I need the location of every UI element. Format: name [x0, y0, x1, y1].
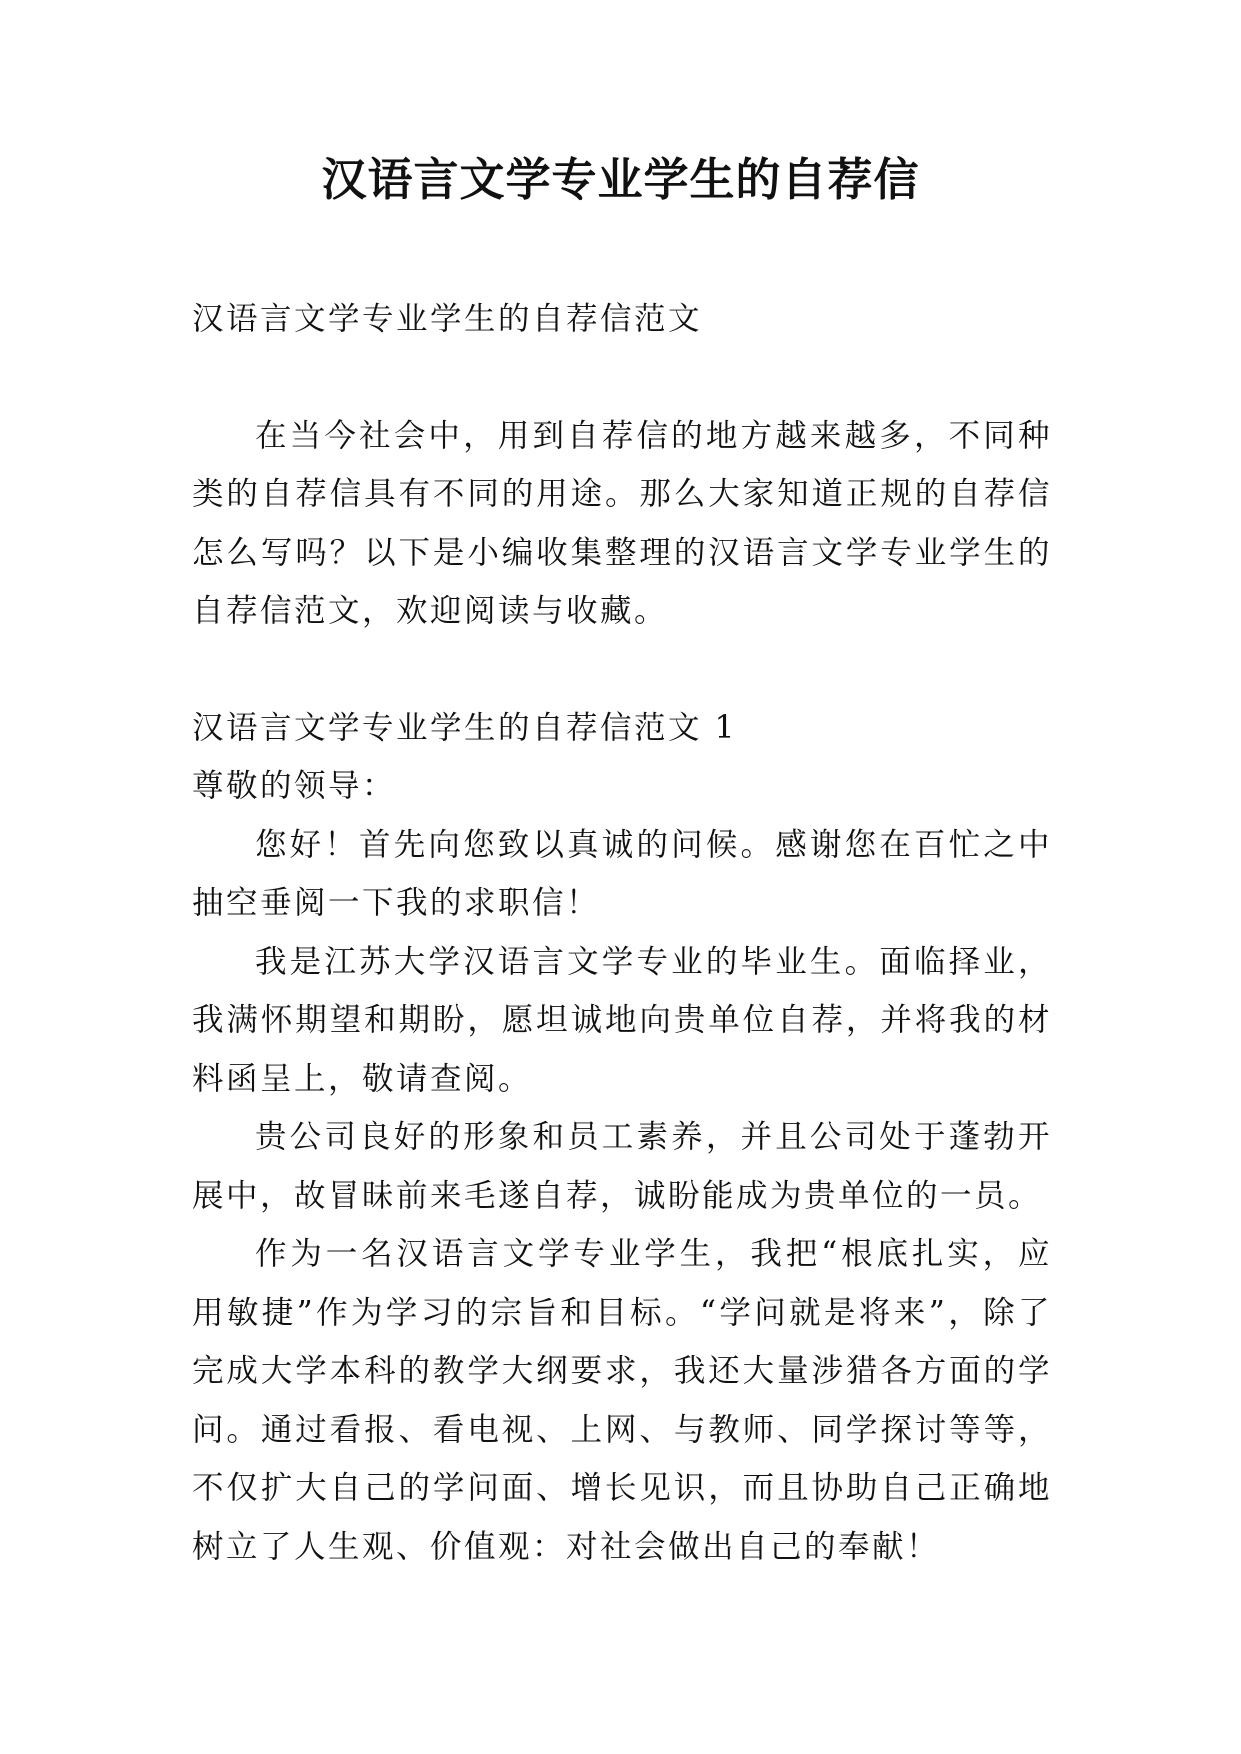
body-paragraph: 作为一名汉语言文学专业学生，我把“根底扎实，应用敏捷”作为学习的宗旨和目标。“学问就是将来”，除了完成大学本科的教学大纲要求，我还大量涉猎各方面的学问。通过看报、看电视、上网、与教师、同学探讨等等，不仅扩大自己的学问面、增长见识，而且协助自己正确地树立了人生观、价值观：对社会做出自己的奉献！	[192, 1236, 1052, 1565]
salutation: 尊敬的领导：	[192, 768, 397, 804]
document-subtitle: 汉语言文学专业学生的自荐信范文	[192, 301, 703, 337]
body-paragraph: 我是江苏大学汉语言文学专业的毕业生。面临择业，我满怀期望和期盼，愿坦诚地向贵单位自荐，并将我的材料函呈上，敬请查阅。	[192, 943, 1052, 1097]
document-body	[192, 290, 1052, 1576]
document-title: 汉语言文学专业学生的自荐信	[321, 153, 920, 206]
body-paragraph: 您好！首先向您致以真诚的问候。感谢您在百忙之中抽空垂阅一下我的求职信！	[192, 826, 1052, 921]
section-heading: 汉语言文学专业学生的自荐信范文 1	[192, 709, 738, 746]
intro-paragraph: 在当今社会中，用到自荐信的地方越来越多，不同种类的自荐信具有不同的用途。那么大家知道正规的自荐信怎么写吗？以下是小编收集整理的汉语言文学专业学生的自荐信范文，欢迎阅读与收藏。	[192, 417, 1052, 629]
body-paragraph: 贵公司良好的形象和员工素养，并且公司处于蓬勃开展中，故冒昧前来毛遂自荐，诚盼能成为贵单位的一员。	[192, 1119, 1052, 1214]
